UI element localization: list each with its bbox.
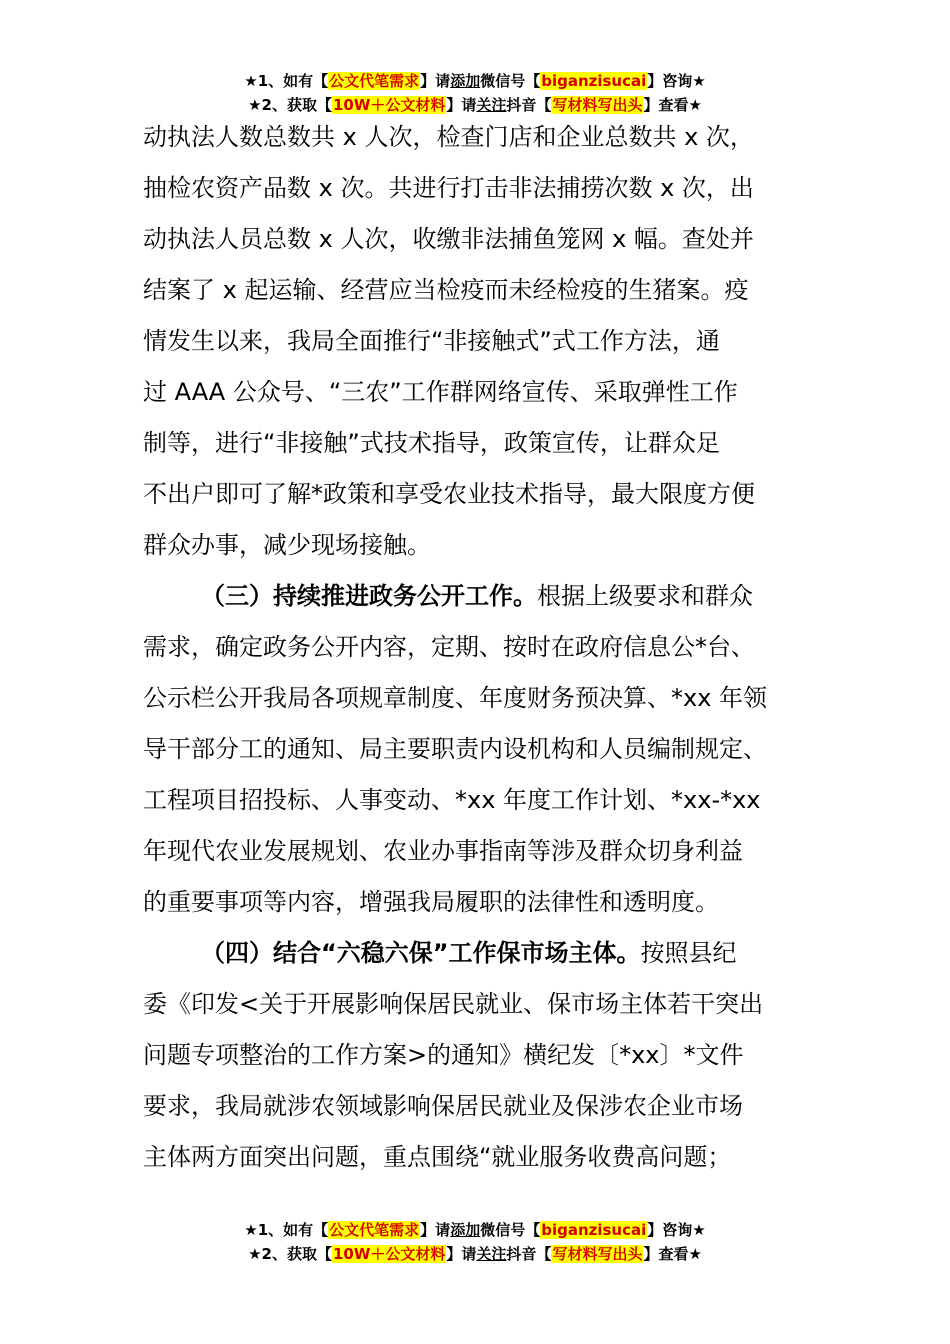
- text-line: （四）结合“六稳六保”工作保市场主体。按照县纪: [201, 939, 737, 967]
- text-line: 抽检农资产品数 x 次。共进行打击非法捕捞次数 x 次，出: [143, 174, 754, 202]
- text-line: 动执法人员总数 x 人次，收缴非法捕鱼笼网 x 幅。查处并: [143, 225, 754, 253]
- text-line: 动执法人数总数共 x 人次，检查门店和企业总数共 x 次，: [143, 123, 754, 151]
- text-line: 制等，进行“非接触”式技术指导，政策宣传，让群众足: [143, 429, 720, 457]
- banner-highlight: 写材料写出头: [552, 1245, 643, 1263]
- text-line: 委《印发<关于开展影响保居民就业、保市场主体若干突出: [143, 990, 764, 1018]
- header-banner: [0, 69, 950, 117]
- text-line: 公示栏公开我局各项规章制度、年度财务预决算、*xx 年领: [143, 684, 768, 712]
- banner-highlight: 公文代笔需求: [329, 72, 420, 90]
- text-line: 需求，确定政务公开内容，定期、按时在政府信息公*台、: [143, 633, 755, 661]
- banner-highlight: 10W＋公文材料: [332, 1245, 446, 1263]
- paragraph-six-stabilities: [143, 928, 808, 1183]
- section-heading: （四）结合“六稳六保”工作保市场主体。: [201, 939, 641, 967]
- text-line: 过 AAA 公众号、“三农”工作群网络宣传、采取弹性工作: [143, 378, 738, 406]
- section-heading: （三）持续推进政务公开工作。: [201, 582, 537, 610]
- document-body: [143, 112, 808, 1183]
- banner-highlight: 公文代笔需求: [329, 1221, 420, 1239]
- text-line: 情发生以来，我局全面推行“非接触式”式工作方法，通: [143, 327, 720, 355]
- footer-banner: [0, 1218, 950, 1266]
- text-line: 群众办事，减少现场接触。: [143, 531, 431, 559]
- banner-highlight: biganzisucai: [541, 1221, 647, 1239]
- text-line: 问题专项整治的工作方案>的通知》横纪发〔*xx〕*文件: [143, 1041, 744, 1069]
- text-line: 年现代农业发展规划、农业办事指南等涉及群众切身利益: [143, 837, 743, 865]
- text-line: 的重要事项等内容，增强我局履职的法律性和透明度。: [143, 888, 719, 916]
- banner-highlight: biganzisucai: [541, 72, 647, 90]
- banner-line-2: ★2、获取【10W＋公文材料】请关注抖音【写材料写出头】查看★: [248, 96, 702, 114]
- text-line: 结案了 x 起运输、经营应当检疫而未经检疫的生猪案。疫: [143, 276, 749, 304]
- text-line: 主体两方面突出问题，重点围绕“就业服务收费高问题；: [143, 1143, 732, 1171]
- text-line: （三）持续推进政务公开工作。根据上级要求和群众: [201, 582, 753, 610]
- text-line: 导干部分工的通知、局主要职责内设机构和人员编制规定、: [143, 735, 767, 763]
- banner-line-1: ★1、如有【公文代笔需求】请添加微信号【biganzisucai】咨询★: [244, 72, 706, 90]
- text-line: 要求，我局就涉农领域影响保居民就业及保涉农企业市场: [143, 1092, 743, 1120]
- paragraph-enforcement: [143, 112, 808, 571]
- paragraph-government-affairs: [143, 571, 808, 928]
- text-line: 不出户即可了解*政策和享受农业技术指导，最大限度方便: [143, 480, 755, 508]
- banner-highlight: 写材料写出头: [552, 96, 643, 114]
- banner-highlight: 10W＋公文材料: [332, 96, 446, 114]
- banner-line-2: ★2、获取【10W＋公文材料】请关注抖音【写材料写出头】查看★: [248, 1245, 702, 1263]
- banner-line-1: ★1、如有【公文代笔需求】请添加微信号【biganzisucai】咨询★: [244, 1221, 706, 1239]
- text-line: 工程项目招投标、人事变动、*xx 年度工作计划、*xx-*xx: [143, 786, 761, 814]
